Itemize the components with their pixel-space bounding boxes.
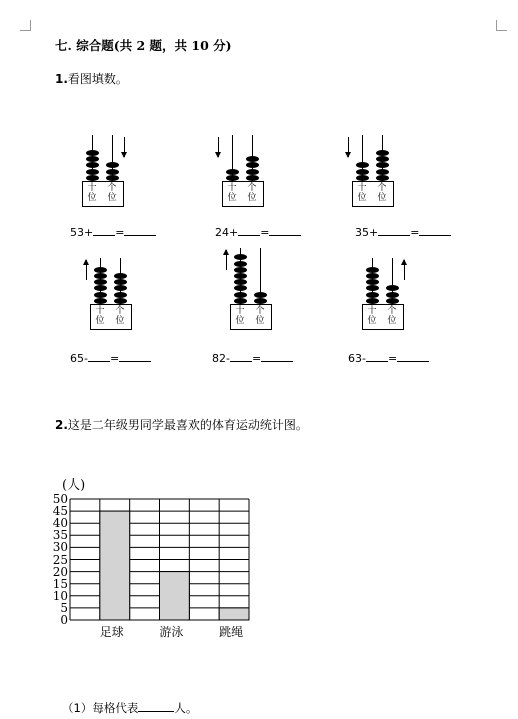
question-1-number: 1. [55, 72, 68, 86]
question-1-title [55, 70, 128, 87]
abacus-bead [114, 285, 127, 291]
place-label-bottom: 位 [387, 316, 397, 326]
abacus-bead [356, 162, 369, 168]
place-label-top: 十 [227, 183, 237, 193]
equation-expression: 24+ [215, 226, 239, 239]
place-label-bottom: 位 [377, 193, 387, 203]
place-label-bottom: 位 [367, 316, 377, 326]
answer-blank[interactable] [419, 224, 451, 236]
abacus-bead [366, 298, 379, 304]
answer-blank[interactable] [88, 350, 110, 362]
question-2-title [55, 416, 308, 433]
equation-equals: = [115, 226, 125, 239]
place-label-bottom: 位 [87, 193, 97, 203]
place-label-top: 十 [367, 306, 377, 316]
x-category-label: 足球 [99, 625, 124, 639]
abacus-bead [86, 169, 99, 175]
answer-blank[interactable] [119, 350, 151, 362]
answer-blank[interactable] [261, 350, 293, 362]
abacus-bead [234, 273, 247, 279]
abacus-bead [376, 156, 389, 162]
down-arrow-icon [218, 137, 219, 157]
ones-place-label [113, 306, 127, 326]
y-tick-label: 25 [52, 552, 68, 567]
place-label-top: 个 [247, 183, 257, 193]
equation-1 [70, 224, 156, 239]
equation-3 [355, 224, 451, 239]
abacus-bead [366, 279, 379, 285]
abacus-bead [86, 150, 99, 156]
abacus-bead [386, 292, 399, 298]
abacus-bead [86, 175, 99, 181]
y-tick-label: 50 [52, 492, 68, 506]
abacus-bead [254, 298, 267, 304]
sub-question-1-unit: 人。 [174, 701, 198, 715]
x-category-label: 游泳 [159, 625, 184, 639]
tens-place-label [233, 306, 247, 326]
abacus-bead [234, 254, 247, 260]
equation-expression: 35+ [355, 226, 379, 239]
abacus-bead [94, 279, 107, 285]
y-tick-label: 10 [52, 588, 68, 603]
sub-question-1 [62, 700, 197, 716]
abacus-bead [106, 175, 119, 181]
equation-expression: 63- [348, 352, 366, 365]
abacus-bead [366, 267, 379, 273]
y-tick-label: 35 [52, 528, 68, 543]
place-label-top: 个 [255, 306, 265, 316]
down-arrow-icon [124, 137, 125, 157]
question-2-number: 2. [55, 418, 68, 432]
place-label-bottom: 位 [247, 193, 257, 203]
abacus-bead [246, 169, 259, 175]
equation-equals: = [260, 226, 270, 239]
up-arrow-icon [226, 250, 227, 270]
place-label-top: 个 [115, 306, 125, 316]
place-label-top: 十 [235, 306, 245, 316]
place-label-bottom: 位 [255, 316, 265, 326]
abacus-bead [254, 292, 267, 298]
y-tick-label: 0 [60, 613, 68, 627]
answer-blank[interactable] [378, 224, 410, 236]
equation-equals: = [410, 226, 420, 239]
section-title: 七. 综合题(共 2 题，共 10 分) [55, 38, 232, 53]
equation-equals: = [387, 352, 398, 365]
up-arrow-icon [404, 260, 405, 280]
abacus-bead [234, 285, 247, 291]
equation-6 [348, 350, 429, 365]
abacus-bead [114, 273, 127, 279]
answer-blank[interactable] [269, 224, 301, 236]
equation-equals: = [251, 352, 262, 365]
tens-place-label [225, 183, 239, 203]
place-label-top: 个 [107, 183, 117, 193]
abacus-bead [94, 273, 107, 279]
y-tick-label: 40 [52, 516, 68, 531]
abacus-bead [86, 156, 99, 162]
equation-expression: 65- [70, 352, 88, 365]
abacus-bead [376, 150, 389, 156]
abacus-bead [376, 175, 389, 181]
abacus-bead [376, 162, 389, 168]
ones-place-label [245, 183, 259, 203]
place-label-bottom: 位 [227, 193, 237, 203]
place-label-top: 十 [87, 183, 97, 193]
abacus-bead [226, 169, 239, 175]
bar-2 [160, 572, 190, 620]
abacus-bead [234, 261, 247, 267]
y-tick-label: 15 [52, 576, 68, 591]
y-tick-label: 5 [60, 600, 68, 615]
ones-place-label [385, 306, 399, 326]
place-label-top: 个 [377, 183, 387, 193]
abacus-bead [94, 298, 107, 304]
tens-place-label [85, 183, 99, 203]
abacus-bead [106, 169, 119, 175]
abacus-bead [246, 175, 259, 181]
abacus-bead [234, 292, 247, 298]
answer-blank[interactable] [230, 350, 252, 362]
abacus-bead [234, 267, 247, 273]
abacus-bead [386, 285, 399, 291]
abacus-bead [94, 292, 107, 298]
abacus-bead [226, 175, 239, 181]
answer-blank[interactable] [397, 350, 429, 362]
abacus-bead [94, 267, 107, 273]
abacus-bead [386, 298, 399, 304]
abacus-bead [234, 279, 247, 285]
abacus-bead [376, 169, 389, 175]
equation-2 [215, 224, 301, 239]
place-label-bottom: 位 [107, 193, 117, 203]
abacus-bead [356, 175, 369, 181]
place-label-bottom: 位 [357, 193, 367, 203]
bar-3 [219, 608, 249, 620]
place-label-top: 十 [357, 183, 367, 193]
tens-place-label [365, 306, 379, 326]
chart-y-axis-label: (人) [62, 478, 86, 493]
place-label-top: 十 [95, 306, 105, 316]
place-label-bottom: 位 [235, 316, 245, 326]
place-label-bottom: 位 [115, 316, 125, 326]
abacus-bead [246, 156, 259, 162]
crop-mark-top-left [20, 20, 31, 31]
abacus-bead [106, 162, 119, 168]
abacus-bead [114, 279, 127, 285]
up-arrow-icon [86, 260, 87, 280]
abacus-bead [114, 292, 127, 298]
abacus-bead [366, 285, 379, 291]
answer-blank[interactable] [366, 350, 388, 362]
equation-5 [212, 350, 293, 365]
abacus-bead [366, 273, 379, 279]
answer-blank[interactable] [138, 700, 174, 712]
tens-place-label [355, 183, 369, 203]
x-category-label: 跳绳 [219, 625, 244, 639]
ones-place-label [375, 183, 389, 203]
down-arrow-icon [348, 137, 349, 157]
equation-expression: 53+ [70, 226, 94, 239]
y-tick-label: 45 [52, 504, 68, 519]
abacus-bead [356, 169, 369, 175]
bar-1 [100, 511, 130, 620]
abacus-bead [94, 285, 107, 291]
abacus-bead [366, 292, 379, 298]
answer-blank[interactable] [124, 224, 156, 236]
answer-blank[interactable] [238, 224, 260, 236]
abacus-bead [234, 298, 247, 304]
ones-place-label [105, 183, 119, 203]
equation-expression: 82- [212, 352, 230, 365]
tens-place-label [93, 306, 107, 326]
equation-4 [70, 350, 151, 365]
question-1-prompt: 看图填数。 [67, 72, 128, 86]
y-tick-label: 20 [52, 564, 68, 579]
ones-place-label [253, 306, 267, 326]
question-2-prompt: 这是二年级男同学最喜欢的体育运动统计图。 [67, 418, 308, 432]
equation-equals: = [109, 352, 120, 365]
abacus-bead [114, 298, 127, 304]
sub-question-1-label: （1）每格代表 [62, 701, 139, 715]
answer-blank[interactable] [93, 224, 115, 236]
place-label-bottom: 位 [95, 316, 105, 326]
y-tick-label: 30 [52, 540, 68, 555]
abacus-bead [246, 162, 259, 168]
crop-mark-top-right [496, 20, 507, 31]
place-label-top: 个 [387, 306, 397, 316]
abacus-bead [86, 162, 99, 168]
